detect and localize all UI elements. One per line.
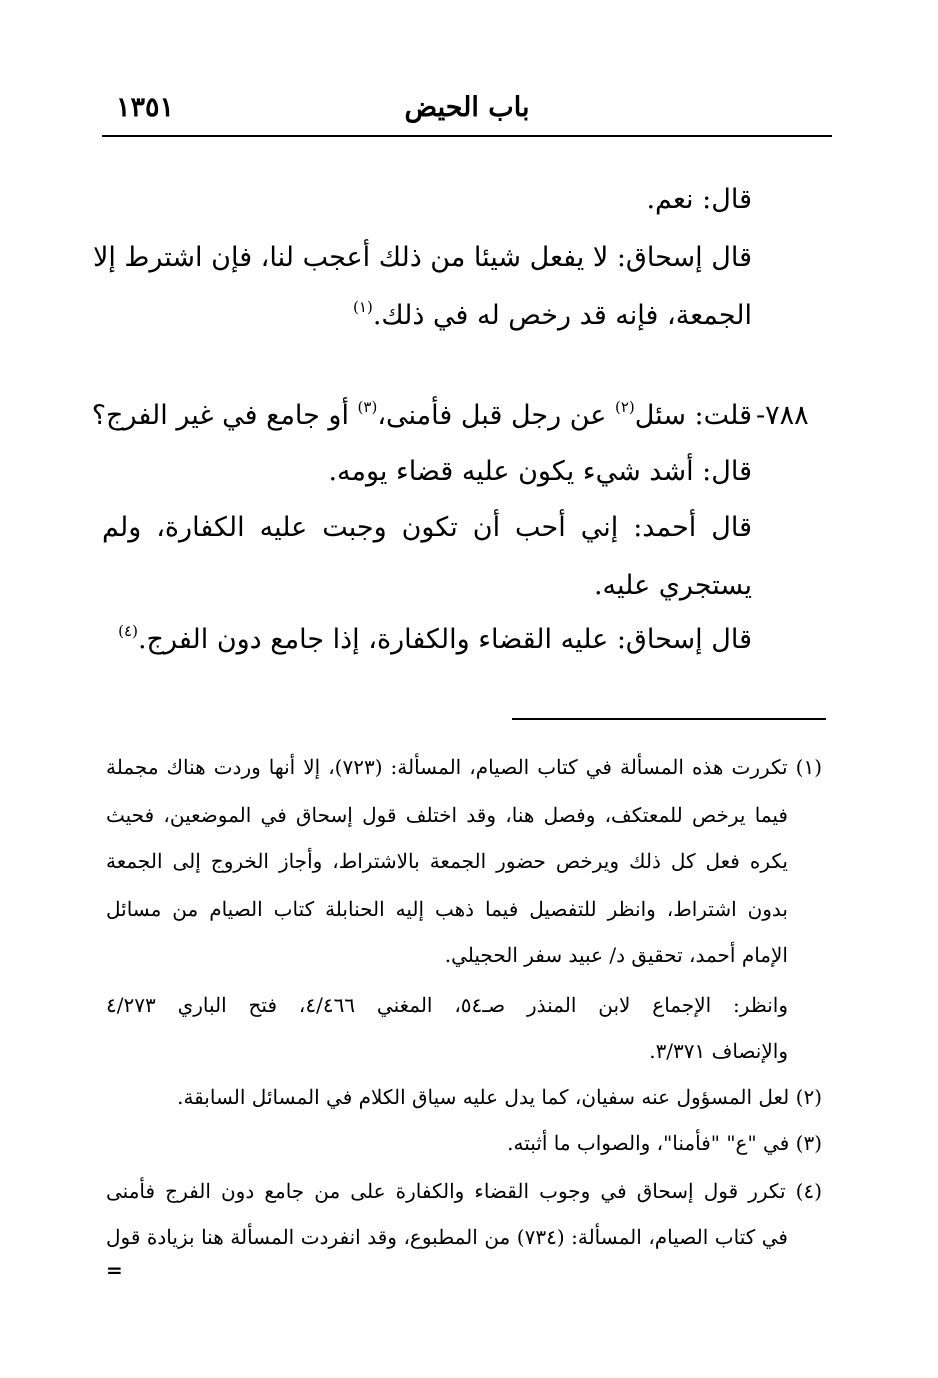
text-line: يستجري عليه. — [593, 570, 752, 601]
text-fragment: أو جامع في غير الفرج؟ — [91, 400, 358, 431]
text-fragment: الجمعة، فإنه قد رخص له في ذلك. — [372, 300, 752, 331]
footnote-line: والإنصاف ٣/٣٧١. — [649, 1039, 788, 1063]
footnote-line: (٣) في "ع" "فأمنا"، والصواب ما أثبته. — [507, 1131, 822, 1155]
text-line — [102, 620, 752, 660]
text-line — [102, 296, 752, 336]
text-fragment: عن رجل قبل فأمنى، — [377, 400, 615, 431]
footnote-line: فيما يرخص للمعتكف، وفصل هنا، وقد اختلف قول إسحاق في الموضعين، فحيث — [106, 803, 788, 827]
footnote-line: (٤) تكرر قول إسحاق في وجوب القضاء والكفارة على من جامع دون الفرج فأمنى — [106, 1179, 822, 1203]
chapter-title: باب الحيض — [404, 92, 530, 123]
footnote-line: بدون اشتراط، وانظر للتفصيل فيما ذهب إليه الحنابلة كتاب الصيام من مسائل — [106, 897, 788, 921]
footnote-line: في كتاب الصيام، المسألة: (٧٣٤) من المطبوع، وقد انفردت المسألة هنا بزيادة قول — [106, 1225, 788, 1249]
footnote-line: الإمام أحمد، تحقيق د/ عبيد سفر الحجيلي. — [444, 943, 788, 967]
issue-number: ٧٨٨- — [756, 400, 809, 431]
page-number: ١٣٥١ — [116, 92, 175, 123]
footnote-line: يكره فعل كل ذلك ويرخص حضور الجمعة بالاشتراط، وأجاز الخروج إلى الجمعة — [106, 849, 788, 873]
footnote-ref: (٣) — [357, 398, 378, 416]
running-head — [102, 88, 832, 132]
footnote-ref: (٢) — [614, 398, 635, 416]
footnote-rule — [512, 718, 826, 720]
text-line: قال: نعم. — [646, 184, 752, 215]
text-line: قال: أشد شيء يكون عليه قضاء يومه. — [328, 456, 752, 487]
text-fragment: قلت: سئل — [634, 400, 752, 431]
footnote-ref: (٤) — [118, 622, 138, 640]
footnote-line: وانظر: الإجماع لابن المنذر صـ٥٤، المغني ٤/٤٦٦، فتح الباري ٤/٢٧٣ — [106, 993, 789, 1017]
text-line: قال أحمد: إني أحب أن تكون وجبت عليه الكفارة، ولم — [102, 512, 752, 543]
continuation-mark: = — [106, 1258, 123, 1282]
text-line: قال إسحاق: لا يفعل شيئا من ذلك أعجب لنا، فإن اشترط إلا — [92, 242, 752, 273]
footnote-line: (١) تكررت هذه المسألة في كتاب الصيام، المسألة: (٧٢٣)، إلا أنها وردت هناك مجملة — [106, 755, 822, 779]
issue-question — [91, 396, 752, 436]
header-rule — [102, 135, 832, 137]
text-fragment: قال إسحاق: عليه القضاء والكفارة، إذا جامع دون الفرج. — [137, 624, 752, 655]
footnote-line: (٢) لعل المسؤول عنه سفيان، كما يدل عليه سياق الكلام في المسائل السابقة. — [177, 1085, 822, 1109]
footnote-ref: (١) — [353, 298, 373, 316]
